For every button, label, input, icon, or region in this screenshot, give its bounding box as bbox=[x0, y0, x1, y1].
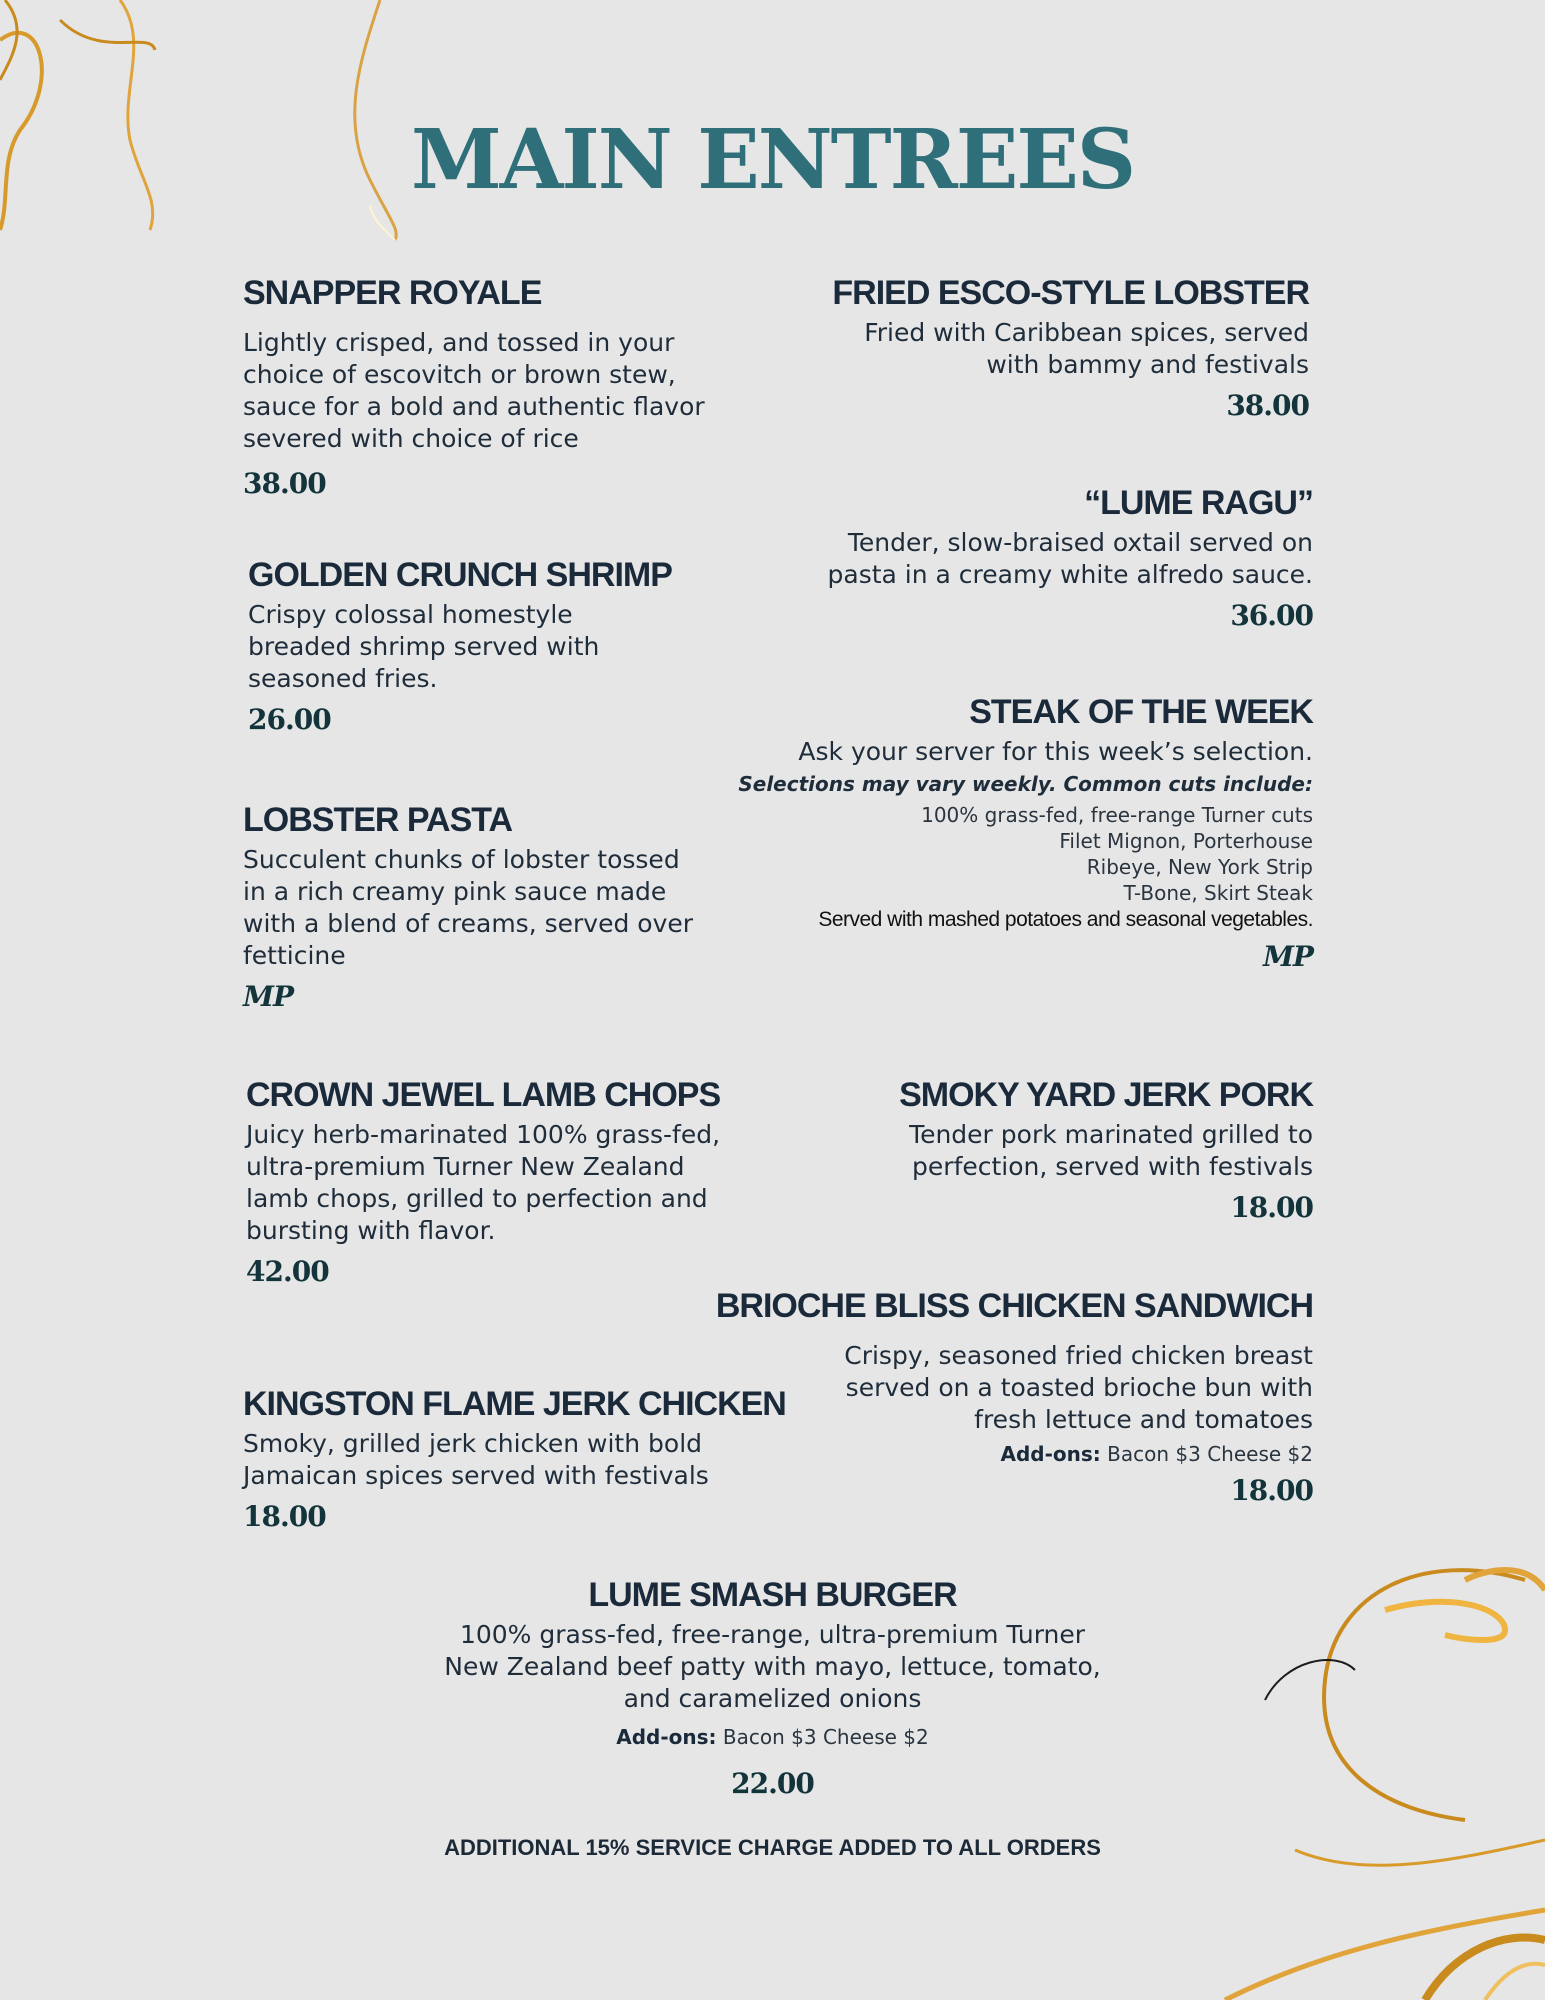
menu-item-brioche-bliss-chicken-sandwich bbox=[716, 1286, 1313, 1507]
menu-item-description: Crispy colossal homestyle breaded shrimp served with seasoned fries. bbox=[248, 600, 600, 693]
menu-item-golden-crunch-shrimp bbox=[248, 555, 672, 736]
steak-note: Selections may vary weekly. Common cuts include: bbox=[738, 772, 1313, 796]
menu-item-description: 100% grass-fed, free-range, ultra-premium Turner New Zealand beef patty with mayo, lettuce, tomato, and caramelized onions bbox=[444, 1620, 1101, 1713]
menu-item-price: 36.00 bbox=[1230, 599, 1313, 632]
menu-item-price: MP bbox=[1262, 940, 1313, 973]
addons-label: Add-ons: bbox=[616, 1725, 717, 1749]
menu-item-snapper-royale bbox=[243, 273, 705, 500]
menu-item-description: Lightly crisped, and tossed in your choice of escovitch or brown stew, sauce for a bold and authentic flavor severed with choice of rice bbox=[243, 328, 705, 453]
menu-item-description: Fried with Caribbean spices, served with bammy and festivals bbox=[864, 318, 1309, 379]
steak-cuts-list: 100% grass-fed, free-range Turner cuts Filet Mignon, Porterhouse Ribeye, New York Strip T-Bone, Skirt Steak bbox=[921, 803, 1313, 905]
menu-item-price: 18.00 bbox=[243, 1500, 326, 1533]
menu-item-price: 22.00 bbox=[731, 1767, 814, 1800]
menu-item-steak-of-the-week bbox=[738, 692, 1313, 973]
menu-item-price: 38.00 bbox=[243, 467, 326, 500]
menu-item-addons bbox=[0, 1725, 1545, 1749]
menu-item-fried-esco-style-lobster bbox=[832, 273, 1309, 422]
menu-item-price: 26.00 bbox=[248, 703, 331, 736]
menu-item-description: Ask your server for this week’s selection. bbox=[798, 737, 1313, 766]
menu-item-price: 18.00 bbox=[1230, 1474, 1313, 1507]
menu-item-smoky-yard-jerk-pork bbox=[899, 1075, 1313, 1224]
menu-item-description: Smoky, grilled jerk chicken with bold Jamaican spices served with festivals bbox=[243, 1429, 709, 1490]
steak-served-with: Served with mashed potatoes and seasonal vegetables. bbox=[818, 908, 1313, 931]
menu-item-name: KINGSTON FLAME JERK CHICKEN bbox=[243, 1385, 786, 1423]
menu-item-price: 42.00 bbox=[246, 1255, 329, 1288]
menu-item-price: MP bbox=[243, 980, 294, 1013]
menu-item-lobster-pasta bbox=[243, 800, 693, 1013]
addons-label: Add-ons: bbox=[1000, 1442, 1101, 1466]
menu-item-description: Crispy, seasoned fried chicken breast served on a toasted brioche bun with fresh lettuce and tomatoes bbox=[844, 1341, 1313, 1434]
menu-item-description: Succulent chunks of lobster tossed in a rich creamy pink sauce made with a blend of creams, served over fetticine bbox=[243, 845, 694, 970]
menu-item-price: 18.00 bbox=[1230, 1191, 1313, 1224]
menu-item-name: SNAPPER ROYALE bbox=[243, 274, 542, 312]
menu-item-name: SMOKY YARD JERK PORK bbox=[899, 1076, 1313, 1114]
menu-item-crown-jewel-lamb-chops bbox=[246, 1075, 720, 1288]
menu-item-name: STEAK OF THE WEEK bbox=[969, 693, 1313, 731]
menu-item-description: Tender, slow-braised oxtail served on pasta in a creamy white alfredo sauce. bbox=[827, 528, 1313, 589]
menu-item-kingston-flame-jerk-chicken bbox=[243, 1384, 786, 1533]
menu-item-lume-ragu bbox=[828, 483, 1313, 632]
menu-item-name: “LUME RAGU” bbox=[1084, 484, 1313, 522]
menu-item-name: CROWN JEWEL LAMB CHOPS bbox=[246, 1076, 721, 1114]
menu-item-description: Juicy herb-marinated 100% grass-fed, ultra-premium Turner New Zealand lamb chops, grilled to perfection and bursting with flavor. bbox=[246, 1120, 721, 1245]
addons-text: Bacon $3 Cheese $2 bbox=[1100, 1442, 1313, 1466]
menu-item-lume-smash-burger bbox=[0, 1575, 1545, 1800]
menu-item-name: GOLDEN CRUNCH SHRIMP bbox=[248, 556, 672, 594]
page-title: MAIN ENTREES bbox=[410, 112, 1135, 208]
menu-item-name: LOBSTER PASTA bbox=[243, 801, 513, 839]
menu-item-name: FRIED ESCO-STYLE LOBSTER bbox=[832, 274, 1309, 312]
service-charge-notice: ADDITIONAL 15% SERVICE CHARGE ADDED TO ALL ORDERS bbox=[444, 1835, 1101, 1860]
menu-item-name: BRIOCHE BLISS CHICKEN SANDWICH bbox=[715, 1287, 1313, 1325]
addons-text: Bacon $3 Cheese $2 bbox=[716, 1725, 929, 1749]
menu-item-addons bbox=[716, 1442, 1313, 1466]
menu-item-description: Tender pork marinated grilled to perfection, served with festivals bbox=[909, 1120, 1313, 1181]
menu-item-price: 38.00 bbox=[1226, 389, 1309, 422]
menu-item-name: LUME SMASH BURGER bbox=[588, 1576, 957, 1614]
